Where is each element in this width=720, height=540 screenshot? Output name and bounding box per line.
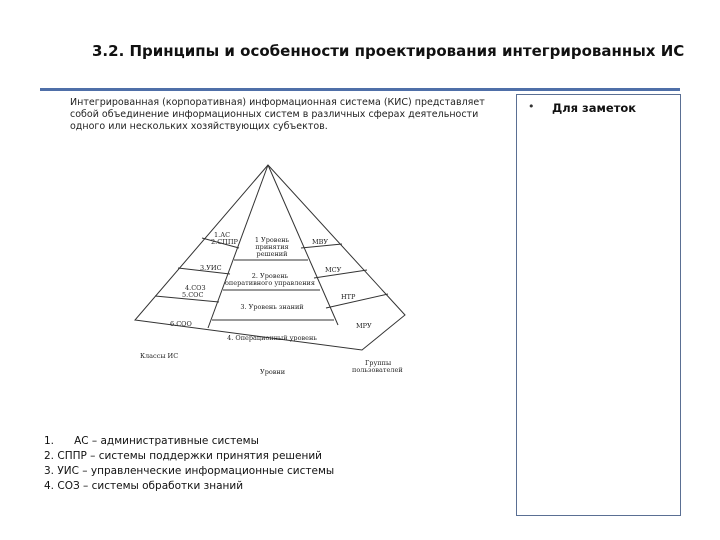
class-label-soo: 6.СОО: [170, 320, 192, 328]
list-item: [44, 434, 404, 449]
groups-caption-line2: пользователей: [352, 366, 403, 374]
group-label-mru: МРУ: [356, 322, 372, 330]
slide-title: 3.2. Принципы и особенности проектирования интегрированных ИС: [92, 42, 685, 60]
group-label-mvu: МВУ: [312, 238, 329, 246]
level-1-label-line3: решений: [256, 250, 288, 258]
list-item-number: 4.: [44, 480, 55, 492]
list-item: [44, 449, 404, 464]
title-divider: [40, 88, 680, 91]
group-label-ntr: НТР: [341, 293, 356, 301]
level-2-label: 2. Уровень: [251, 272, 289, 280]
level-4-label: 4. Операционный уровень: [227, 334, 317, 342]
abbreviation-list: [44, 434, 404, 494]
list-item-number: 2.: [44, 450, 55, 462]
notes-label: Для заметок: [552, 101, 637, 115]
list-item: [44, 464, 404, 479]
level-2-label-line2: оперативного управления: [225, 279, 315, 287]
class-label-uis: 3.УИС: [200, 264, 222, 272]
group-label-msu: МСУ: [325, 266, 342, 274]
groups-caption-line1: Группы: [365, 359, 392, 367]
notes-bullet: •: [528, 100, 535, 113]
level-1-label: 1 Уровень: [254, 236, 290, 244]
list-item-number: 3.: [44, 465, 55, 477]
list-item-text: УИС – управленческие информационные системы: [57, 465, 335, 477]
intro-paragraph: Интегрированная (корпоративная) информационная система (КИС) представляет собой объединение информационных систем в различных сферах деятельности одного или нескольких хозяйствующих субъектов.: [70, 97, 485, 132]
class-label-sppr: 2.СППР: [211, 238, 238, 246]
list-item: [44, 479, 404, 494]
pyramid-diagram: [130, 160, 420, 385]
classes-caption: Классы ИС: [140, 352, 179, 360]
class-label-as: 1.АС: [214, 231, 231, 239]
list-item-text: СППР – системы поддержки принятия решений: [57, 450, 322, 462]
class-label-soz: 4.СОЗ: [185, 284, 206, 292]
list-item-text: СОЗ – системы обработки знаний: [57, 480, 244, 492]
levels-caption: Уровни: [260, 368, 286, 376]
class-label-sos: 5.СОС: [182, 291, 204, 299]
list-item-number: 1.: [44, 435, 55, 447]
level-1-label-line2: принятия: [255, 243, 289, 251]
level-3-label: 3. Уровень знаний: [240, 303, 304, 311]
list-item-text: АС – административные системы: [74, 435, 259, 447]
notes-box[interactable]: [516, 94, 681, 516]
